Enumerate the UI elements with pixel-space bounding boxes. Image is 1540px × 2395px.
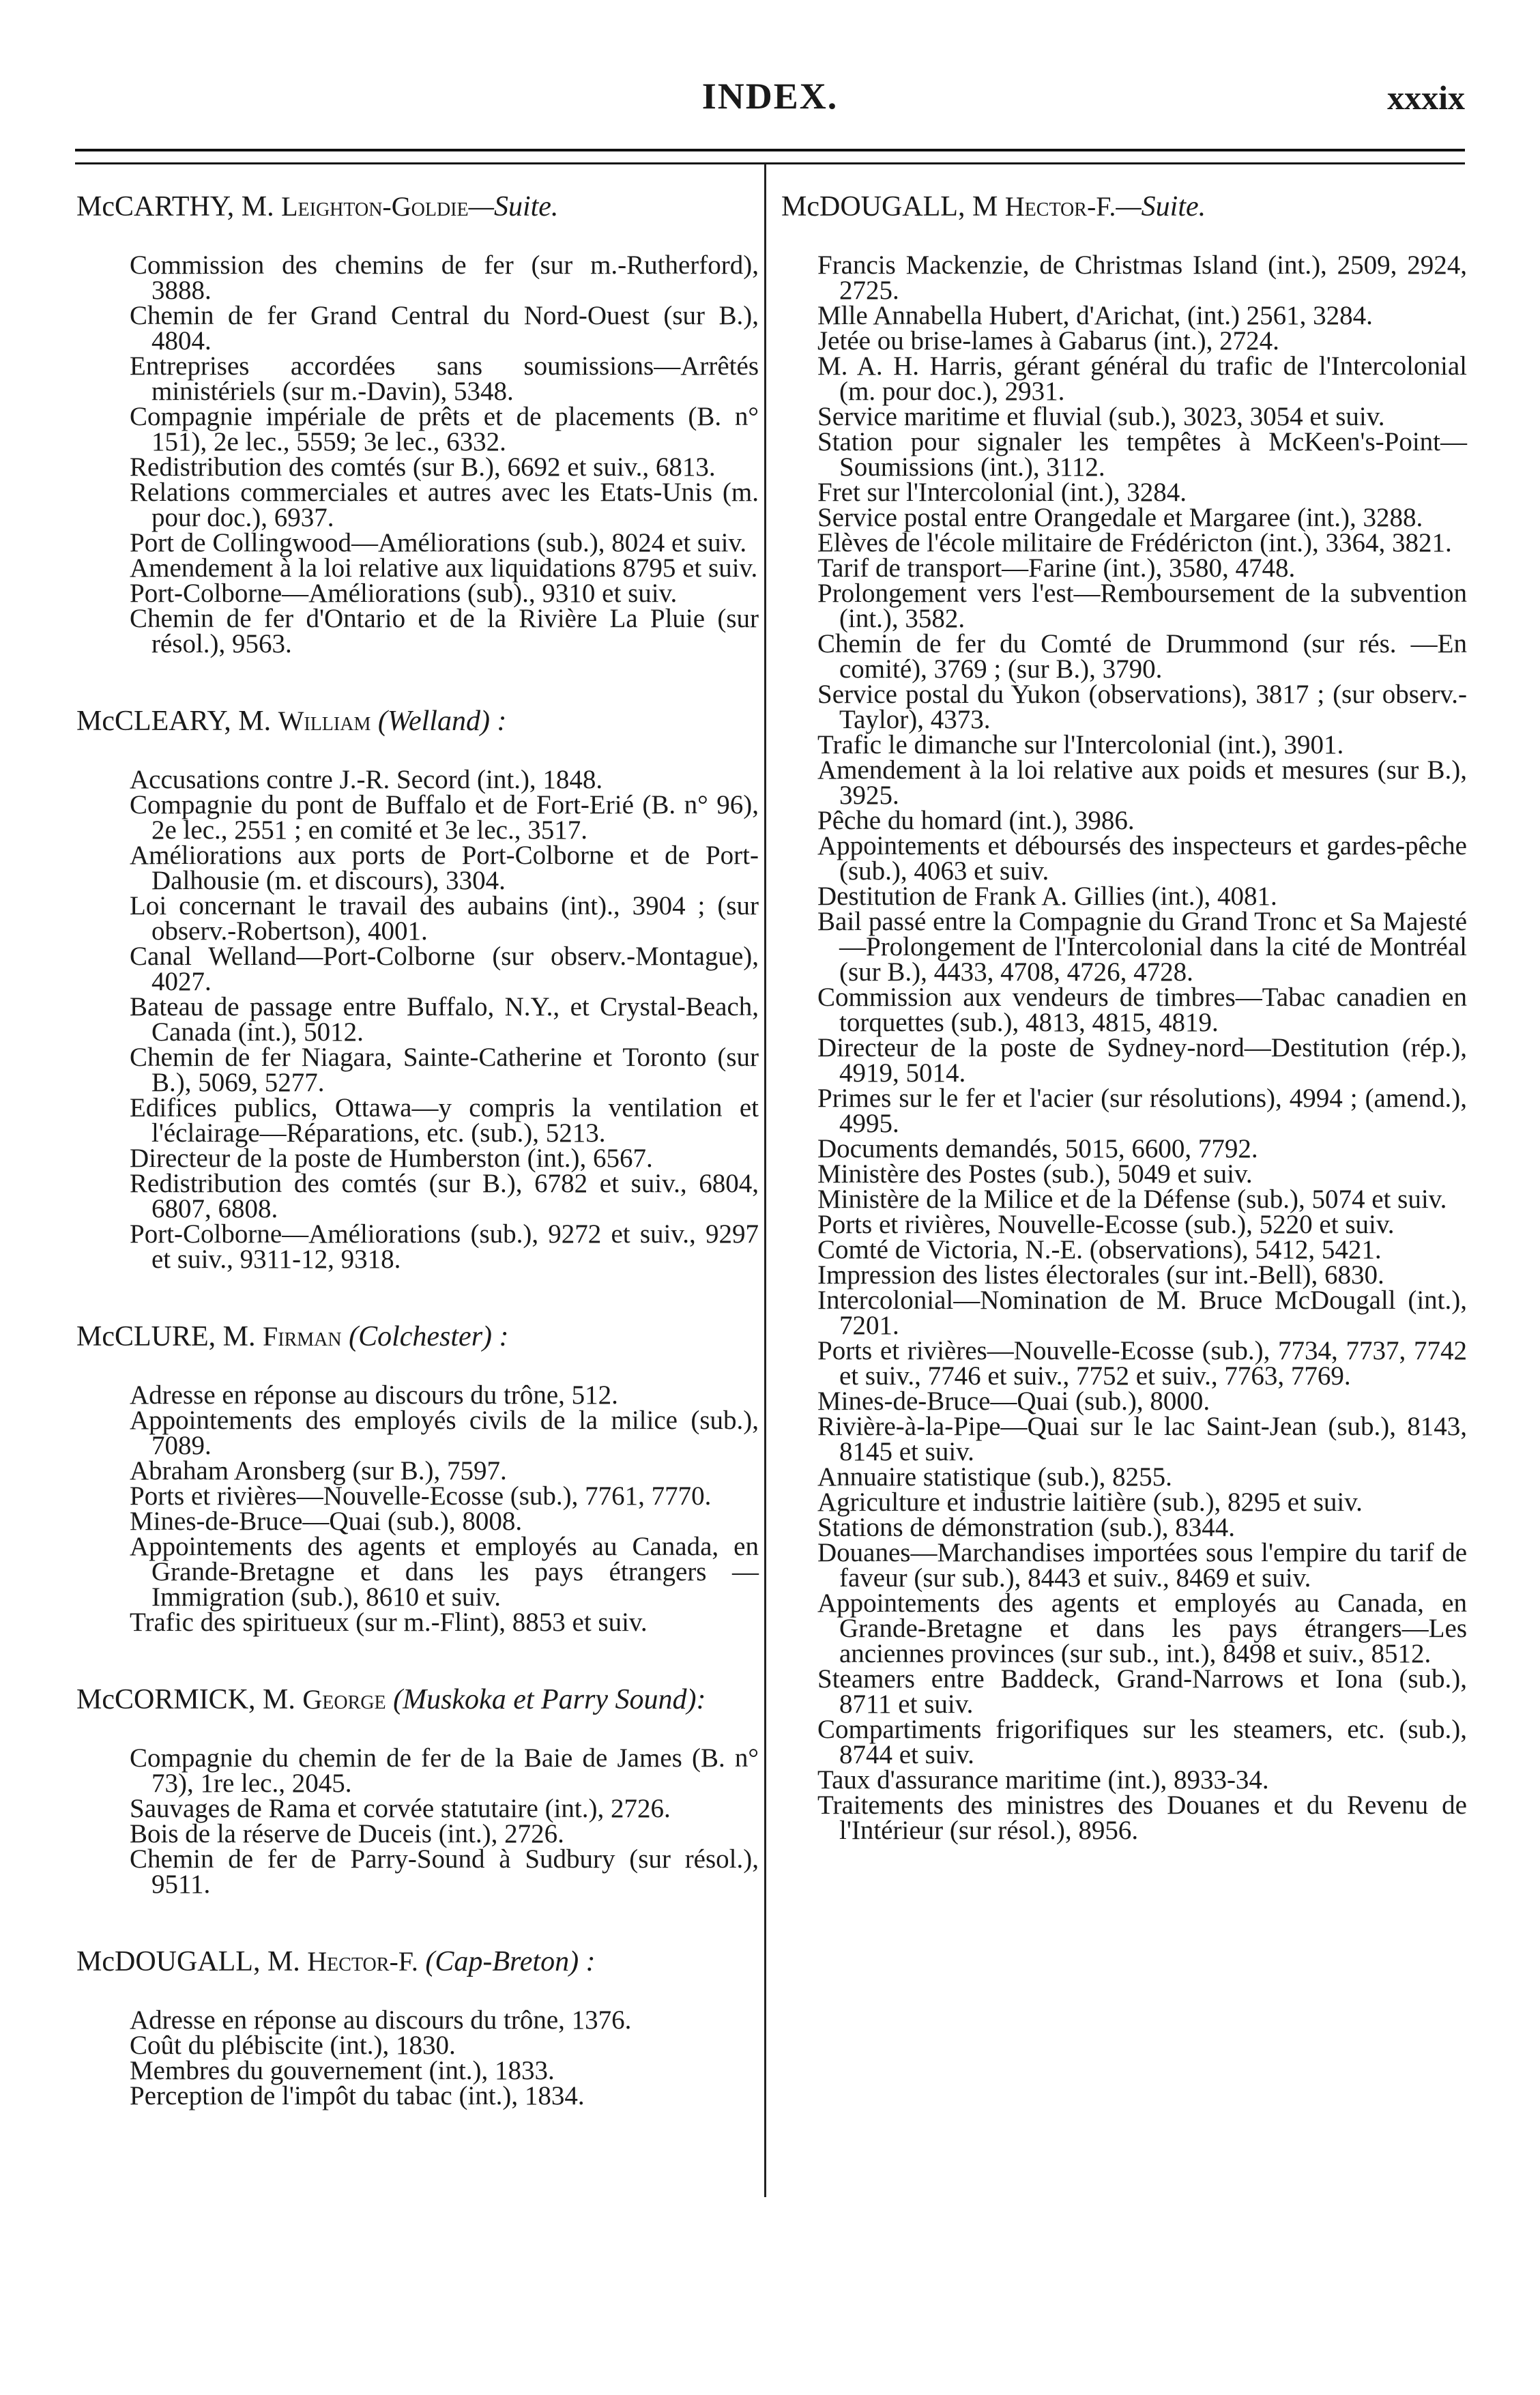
index-entry: Intercolonial—Nomination de M. Bruce McDougall (int.), 7201. [817, 1286, 1467, 1340]
member-first-name: William [278, 706, 371, 736]
member-riding: (Cap-Breton) : [418, 1946, 596, 1977]
index-entry: Primes sur le fer et l'acier (sur résolutions), 4994 ; (amend.), 4995. [817, 1084, 1467, 1138]
index-entry: Compartiments frigorifiques sur les steamers, etc. (sub.), 8744 et suiv. [817, 1715, 1467, 1769]
index-entry: Ports et rivières, Nouvelle-Ecosse (sub.), 5220 et suiv. [817, 1210, 1395, 1239]
index-entry: Steamers entre Baddeck, Grand-Narrows et Iona (sub.), 8711 et suiv. [817, 1664, 1467, 1719]
index-entry: Port-Colborne—Améliorations (sub)., 9310 et suiv. [130, 579, 678, 608]
index-entry: Francis Mackenzie, de Christmas Island (int.), 2509, 2924, 2725. [817, 250, 1467, 305]
index-entry: Service postal entre Orangedale et Margaree (int.), 3288. [817, 503, 1423, 532]
index-entry: Ministère de la Milice et de la Défense (sub.), 5074 et suiv. [817, 1185, 1447, 1214]
index-entry: Service maritime et fluvial (sub.), 3023, 3054 et suiv. [817, 402, 1385, 431]
index-entry: Amendement à la loi relative aux poids et mesures (sur B.), 3925. [817, 755, 1467, 810]
index-entry: Station pour signaler les tempêtes à McKeen's-Point—Soumissions (int.), 3112. [817, 427, 1467, 482]
index-entry: Service postal du Yukon (observations), 3817 ; (sur observ.-Taylor), 4373. [817, 680, 1467, 734]
index-entry-list [76, 2007, 759, 2108]
index-entry: Documents demandés, 5015, 6600, 7792. [817, 1134, 1258, 1163]
index-entry: Prolongement vers l'est—Remboursement de la subvention (int.), 3582. [817, 579, 1467, 633]
index-entry: Relations commerciales et autres avec les Etats-Unis (m. pour doc.), 6937. [130, 478, 759, 532]
index-entry: Commission des chemins de fer (sur m.-Rutherford), 3888. [130, 250, 759, 305]
index-entry: Ministère des Postes (sub.), 5049 et suiv. [817, 1159, 1253, 1189]
running-title: INDEX. [701, 76, 839, 117]
left-column [76, 190, 759, 2156]
index-entry: Coût du plébiscite (int.), 1830. [130, 2031, 456, 2060]
index-entry: Adresse en réponse au discours du trône, 1376. [130, 2005, 632, 2035]
member-surname: McCORMICK, M. [76, 1684, 303, 1715]
index-entry: Ports et rivières—Nouvelle-Ecosse (sub.), 7734, 7737, 7742 et suiv., 7746 et suiv., 7752 et suiv., 7763, 7769. [817, 1336, 1467, 1391]
index-entry-list [781, 252, 1467, 1843]
index-entry: Appointements des agents et employés au Canada, en Grande-Bretagne et dans les pays étrangers—Les anciennes provinces (sur sub., int.), 8498 et suiv., 8512. [817, 1588, 1467, 1668]
member-heading [76, 1945, 759, 1979]
index-entry: Chemin de fer de Parry-Sound à Sudbury (sur résol.), 9511. [130, 1844, 759, 1899]
index-entry-list [76, 252, 759, 656]
page-number: xxxix [1387, 78, 1465, 117]
index-entry: Taux d'assurance maritime (int.), 8933-34. [817, 1765, 1269, 1795]
member-riding: —Suite. [1116, 191, 1206, 222]
index-entry: Douanes—Marchandises importées sous l'empire du tarif de faveur (sur sub.), 8443 et suiv., 8469 et suiv. [817, 1538, 1467, 1593]
index-entry-list [76, 1382, 759, 1635]
index-entry: Bateau de passage entre Buffalo, N.Y., et Crystal-Beach, Canada (int.), 5012. [130, 992, 759, 1047]
column-divider [764, 164, 766, 2197]
index-entry: Rivière-à-la-Pipe—Quai sur le lac Saint-Jean (sub.), 8143, 8145 et suiv. [817, 1412, 1467, 1466]
index-entry: Directeur de la poste de Sydney-nord—Destitution (rép.), 4919, 5014. [817, 1033, 1467, 1088]
member-first-name: Leighton-Goldie [281, 191, 469, 222]
index-entry: Adresse en réponse au discours du trône, 512. [130, 1380, 618, 1410]
index-entry: Port-Colborne—Améliorations (sub.), 9272 et suiv., 9297 et suiv., 9311-12, 9318. [130, 1219, 759, 1274]
right-column [781, 190, 1467, 1891]
index-entry: Trafic des spiritueux (sur m.-Flint), 8853 et suiv. [130, 1608, 648, 1637]
index-entry: Abraham Aronsberg (sur B.), 7597. [130, 1456, 507, 1485]
member-riding: —Suite. [468, 191, 559, 222]
index-entry: Ports et rivières—Nouvelle-Ecosse (sub.), 7761, 7770. [130, 1481, 712, 1511]
index-entry: Appointements des agents et employés au Canada, en Grande-Bretagne et dans les pays étrangers —Immigration (sub.), 8610 et suiv. [130, 1532, 759, 1612]
index-entry: Directeur de la poste de Humberston (int.), 6567. [130, 1144, 653, 1173]
index-entry: Bois de la réserve de Duceis (int.), 2726. [130, 1819, 564, 1848]
index-entry: Destitution de Frank A. Gillies (int.), 4081. [817, 882, 1277, 911]
index-entry: Mlle Annabella Hubert, d'Arichat, (int.) 2561, 3284. [817, 301, 1373, 330]
index-entry: Redistribution des comtés (sur B.), 6692 et suiv., 6813. [130, 452, 716, 482]
index-entry: Stations de démonstration (sub.), 8344. [817, 1513, 1236, 1542]
member-first-name: Firman [263, 1321, 342, 1352]
index-entry: Canal Welland—Port-Colborne (sur observ.-Montague), 4027. [130, 942, 759, 996]
index-entry: Tarif de transport—Farine (int.), 3580, 4748. [817, 553, 1296, 583]
index-entry: Compagnie du pont de Buffalo et de Fort-Erié (B. n° 96), 2e lec., 2551 ; en comité et 3e lec., 3517. [130, 790, 759, 845]
index-entry: Traitements des ministres des Douanes et du Revenu de l'Intérieur (sur résol.), 8956. [817, 1790, 1467, 1845]
index-entry: Annuaire statistique (sub.), 8255. [817, 1462, 1172, 1492]
index-entry: Mines-de-Bruce—Quai (sub.), 8008. [130, 1507, 523, 1536]
index-entry: Fret sur l'Intercolonial (int.), 3284. [817, 478, 1187, 507]
index-entry: Améliorations aux ports de Port-Colborne et de Port-Dalhousie (m. et discours), 3304. [130, 841, 759, 895]
index-entry-list [76, 1745, 759, 1897]
index-entry: Compagnie du chemin de fer de la Baie de James (B. n° 73), 1re lec., 2045. [130, 1743, 759, 1798]
index-entry: Edifices publics, Ottawa—y compris la ventilation et l'éclairage—Réparations, etc. (sub.), 5213. [130, 1093, 759, 1148]
index-entry: Accusations contre J.-R. Secord (int.), 1848. [130, 765, 603, 794]
page-header [75, 75, 1465, 130]
member-first-name: Hector-F. [1004, 191, 1116, 222]
member-surname: McDOUGALL, M. [76, 1946, 308, 1977]
member-heading [781, 190, 1467, 224]
index-entry: Sauvages de Rama et corvée statutaire (int.), 2726. [130, 1794, 671, 1823]
index-entry: M. A. H. Harris, gérant général du trafic de l'Intercolonial (m. pour doc.), 2931. [817, 351, 1467, 406]
member-riding: (Muskoka et Parry Sound): [386, 1684, 706, 1715]
member-first-name: George [302, 1684, 386, 1715]
index-entry: Appointements et déboursés des inspecteurs et gardes-pêche (sub.), 4063 et suiv. [817, 831, 1467, 886]
member-heading [76, 190, 759, 224]
index-entry: Membres du gouvernement (int.), 1833. [130, 2056, 555, 2085]
index-entry: Impression des listes électorales (sur int.-Bell), 6830. [817, 1260, 1384, 1290]
index-entry: Compagnie impériale de prêts et de placements (B. n° 151), 2e lec., 5559; 3e lec., 6332. [130, 402, 759, 456]
index-entry-list [76, 767, 759, 1272]
index-entry: Redistribution des comtés (sur B.), 6782 et suiv., 6804, 6807, 6808. [130, 1169, 759, 1223]
index-entry: Chemin de fer d'Ontario et de la Rivière La Pluie (sur résol.), 9563. [130, 604, 759, 658]
index-entry: Elèves de l'école militaire de Frédéricton (int.), 3364, 3821. [817, 528, 1452, 557]
index-entry: Commission aux vendeurs de timbres—Tabac canadien en torquettes (sub.), 4813, 4815, 4819. [817, 983, 1467, 1037]
header-double-rule [75, 149, 1465, 164]
member-surname: McCLURE, M. [76, 1321, 263, 1352]
member-heading [76, 1683, 759, 1717]
index-entry: Chemin de fer Niagara, Sainte-Catherine et Toronto (sur B.), 5069, 5277. [130, 1043, 759, 1097]
index-entry: Entreprises accordées sans soumissions—Arrêtés ministériels (sur m.-Davin), 5348. [130, 351, 759, 406]
index-entry: Chemin de fer Grand Central du Nord-Ouest (sur B.), 4804. [130, 301, 759, 355]
member-heading [76, 704, 759, 738]
index-entry: Loi concernant le travail des aubains (int)., 3904 ; (sur observ.-Robertson), 4001. [130, 891, 759, 946]
member-surname: McDOUGALL, M [781, 191, 1005, 222]
index-entry: Jetée ou brise-lames à Gabarus (int.), 2724. [817, 326, 1279, 355]
index-entry: Appointements des employés civils de la milice (sub.), 7089. [130, 1406, 759, 1460]
member-surname: McCLEARY, M. [76, 706, 278, 737]
member-surname: McCARTHY, M. [76, 191, 282, 222]
member-riding: (Welland) : [371, 706, 507, 737]
index-entry: Bail passé entre la Compagnie du Grand Tronc et Sa Majesté—Prolongement de l'Intercolonial dans la cité de Montréal (sur B.), 4433, 4708, 4726, 4728. [817, 907, 1467, 987]
index-entry: Comté de Victoria, N.-E. (observations), 5412, 5421. [817, 1235, 1382, 1264]
member-riding: (Colchester) : [341, 1321, 509, 1352]
index-entry: Trafic le dimanche sur l'Intercolonial (int.), 3901. [817, 730, 1344, 759]
index-entry: Perception de l'impôt du tabac (int.), 1834. [130, 2081, 585, 2110]
index-entry: Pêche du homard (int.), 3986. [817, 806, 1135, 835]
index-entry: Mines-de-Bruce—Quai (sub.), 8000. [817, 1387, 1210, 1416]
index-entry: Agriculture et industrie laitière (sub.), 8295 et suiv. [817, 1487, 1363, 1517]
index-entry: Port de Collingwood—Améliorations (sub.), 8024 et suiv. [130, 528, 747, 557]
index-entry: Amendement à la loi relative aux liquidations 8795 et suiv. [130, 553, 758, 583]
member-heading [76, 1320, 759, 1354]
member-first-name: Hector-F. [307, 1946, 418, 1977]
index-entry: Chemin de fer du Comté de Drummond (sur rés. —En comité), 3769 ; (sur B.), 3790. [817, 629, 1467, 684]
